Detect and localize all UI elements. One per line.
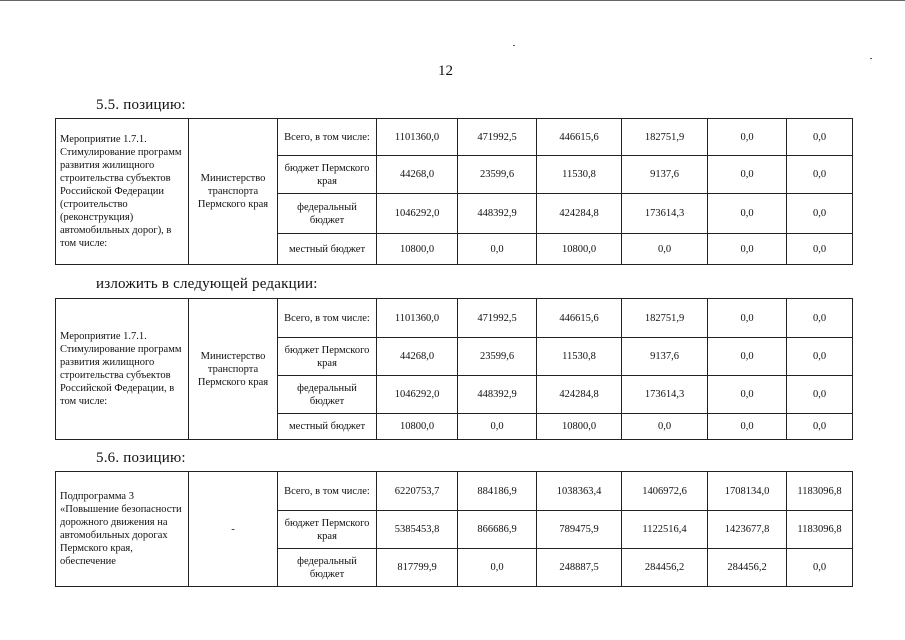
table-row [56, 119, 853, 156]
value-cell: 0,0 [708, 338, 787, 376]
value-cell: 0,0 [708, 299, 787, 338]
value-cell: 10800,0 [537, 234, 622, 265]
value-cell: 0,0 [458, 234, 537, 265]
value-cell: 884186,9 [458, 472, 537, 511]
page-number: 12 [438, 63, 453, 79]
value-cell: 10800,0 [377, 414, 458, 440]
value-cell: 0,0 [708, 376, 787, 414]
value-cell: 0,0 [622, 234, 708, 265]
section-heading-5-6: 5.6. позицию: [96, 450, 186, 466]
value-cell: 0,0 [622, 414, 708, 440]
value-cell: 182751,9 [622, 119, 708, 156]
table-row [56, 299, 853, 338]
value-cell: 44268,0 [377, 156, 458, 194]
value-cell: 11530,8 [537, 338, 622, 376]
value-cell: 471992,5 [458, 299, 537, 338]
value-cell: 0,0 [787, 376, 853, 414]
value-cell: 1101360,0 [377, 299, 458, 338]
value-cell: 424284,8 [537, 194, 622, 234]
value-cell: 248887,5 [537, 549, 622, 587]
value-cell: 284456,2 [708, 549, 787, 587]
value-cell: 0,0 [787, 119, 853, 156]
value-cell: 11530,8 [537, 156, 622, 194]
section-heading-5-5: 5.5. позицию: [96, 97, 186, 113]
funding-source: бюджет Пермского края [278, 511, 377, 549]
value-cell: 0,0 [787, 194, 853, 234]
funding-source: федеральный бюджет [278, 194, 377, 234]
value-cell: 10800,0 [537, 414, 622, 440]
value-cell: 0,0 [708, 234, 787, 265]
value-cell: 0,0 [787, 549, 853, 587]
funding-source: бюджет Пермского края [278, 338, 377, 376]
budget-table-subprogram [55, 471, 853, 587]
responsible-organization: Министерство транспорта Пермского края [189, 119, 278, 265]
budget-table-original [55, 118, 853, 265]
funding-source: Всего, в том числе: [278, 119, 377, 156]
value-cell: 284456,2 [622, 549, 708, 587]
funding-source: Всего, в том числе: [278, 472, 377, 511]
value-cell: 1046292,0 [377, 194, 458, 234]
responsible-organization: - [189, 472, 278, 587]
funding-source: федеральный бюджет [278, 549, 377, 587]
value-cell: 1708134,0 [708, 472, 787, 511]
budget-table-revised [55, 298, 853, 440]
funding-source: федеральный бюджет [278, 376, 377, 414]
scan-speck [870, 58, 872, 59]
value-cell: 471992,5 [458, 119, 537, 156]
value-cell: 1183096,8 [787, 472, 853, 511]
value-cell: 1183096,8 [787, 511, 853, 549]
value-cell: 1423677,8 [708, 511, 787, 549]
value-cell: 0,0 [458, 414, 537, 440]
value-cell: 10800,0 [377, 234, 458, 265]
funding-source: местный бюджет [278, 234, 377, 265]
value-cell: 23599,6 [458, 156, 537, 194]
value-cell: 9137,6 [622, 156, 708, 194]
value-cell: 446615,6 [537, 299, 622, 338]
value-cell: 0,0 [708, 119, 787, 156]
scan-speck [513, 45, 515, 46]
value-cell: 0,0 [708, 156, 787, 194]
value-cell: 1046292,0 [377, 376, 458, 414]
value-cell: 0,0 [458, 549, 537, 587]
value-cell: 0,0 [708, 194, 787, 234]
value-cell: 0,0 [787, 156, 853, 194]
value-cell: 424284,8 [537, 376, 622, 414]
value-cell: 817799,9 [377, 549, 458, 587]
value-cell: 23599,6 [458, 338, 537, 376]
value-cell: 6220753,7 [377, 472, 458, 511]
value-cell: 0,0 [787, 299, 853, 338]
value-cell: 1038363,4 [537, 472, 622, 511]
value-cell: 0,0 [708, 414, 787, 440]
value-cell: 0,0 [787, 414, 853, 440]
measure-description: Мероприятие 1.7.1. Стимулирование программ развития жилищного строительства субъектов Российской Федерации (строительство (реконструкция) автомобильных дорог), в том числе: [56, 119, 189, 265]
value-cell: 44268,0 [377, 338, 458, 376]
measure-description: Мероприятие 1.7.1. Стимулирование программ развития жилищного строительства субъектов Российской Федерации, в том числе: [56, 299, 189, 440]
funding-source: Всего, в том числе: [278, 299, 377, 338]
value-cell: 448392,9 [458, 194, 537, 234]
value-cell: 789475,9 [537, 511, 622, 549]
value-cell: 0,0 [787, 234, 853, 265]
value-cell: 173614,3 [622, 194, 708, 234]
section-heading-edit: изложить в следующей редакции: [96, 276, 318, 292]
value-cell: 0,0 [787, 338, 853, 376]
page-top-border [0, 0, 905, 1]
table-row [56, 472, 853, 511]
value-cell: 182751,9 [622, 299, 708, 338]
value-cell: 1101360,0 [377, 119, 458, 156]
value-cell: 173614,3 [622, 376, 708, 414]
value-cell: 1122516,4 [622, 511, 708, 549]
funding-source: бюджет Пермского края [278, 156, 377, 194]
value-cell: 448392,9 [458, 376, 537, 414]
value-cell: 9137,6 [622, 338, 708, 376]
funding-source: местный бюджет [278, 414, 377, 440]
value-cell: 1406972,6 [622, 472, 708, 511]
value-cell: 866686,9 [458, 511, 537, 549]
measure-description: Подпрограмма 3 «Повышение безопасности дорожного движения на автомобильных дорогах Пермского края, обеспечение [56, 472, 189, 587]
responsible-organization: Министерство транспорта Пермского края [189, 299, 278, 440]
value-cell: 5385453,8 [377, 511, 458, 549]
value-cell: 446615,6 [537, 119, 622, 156]
